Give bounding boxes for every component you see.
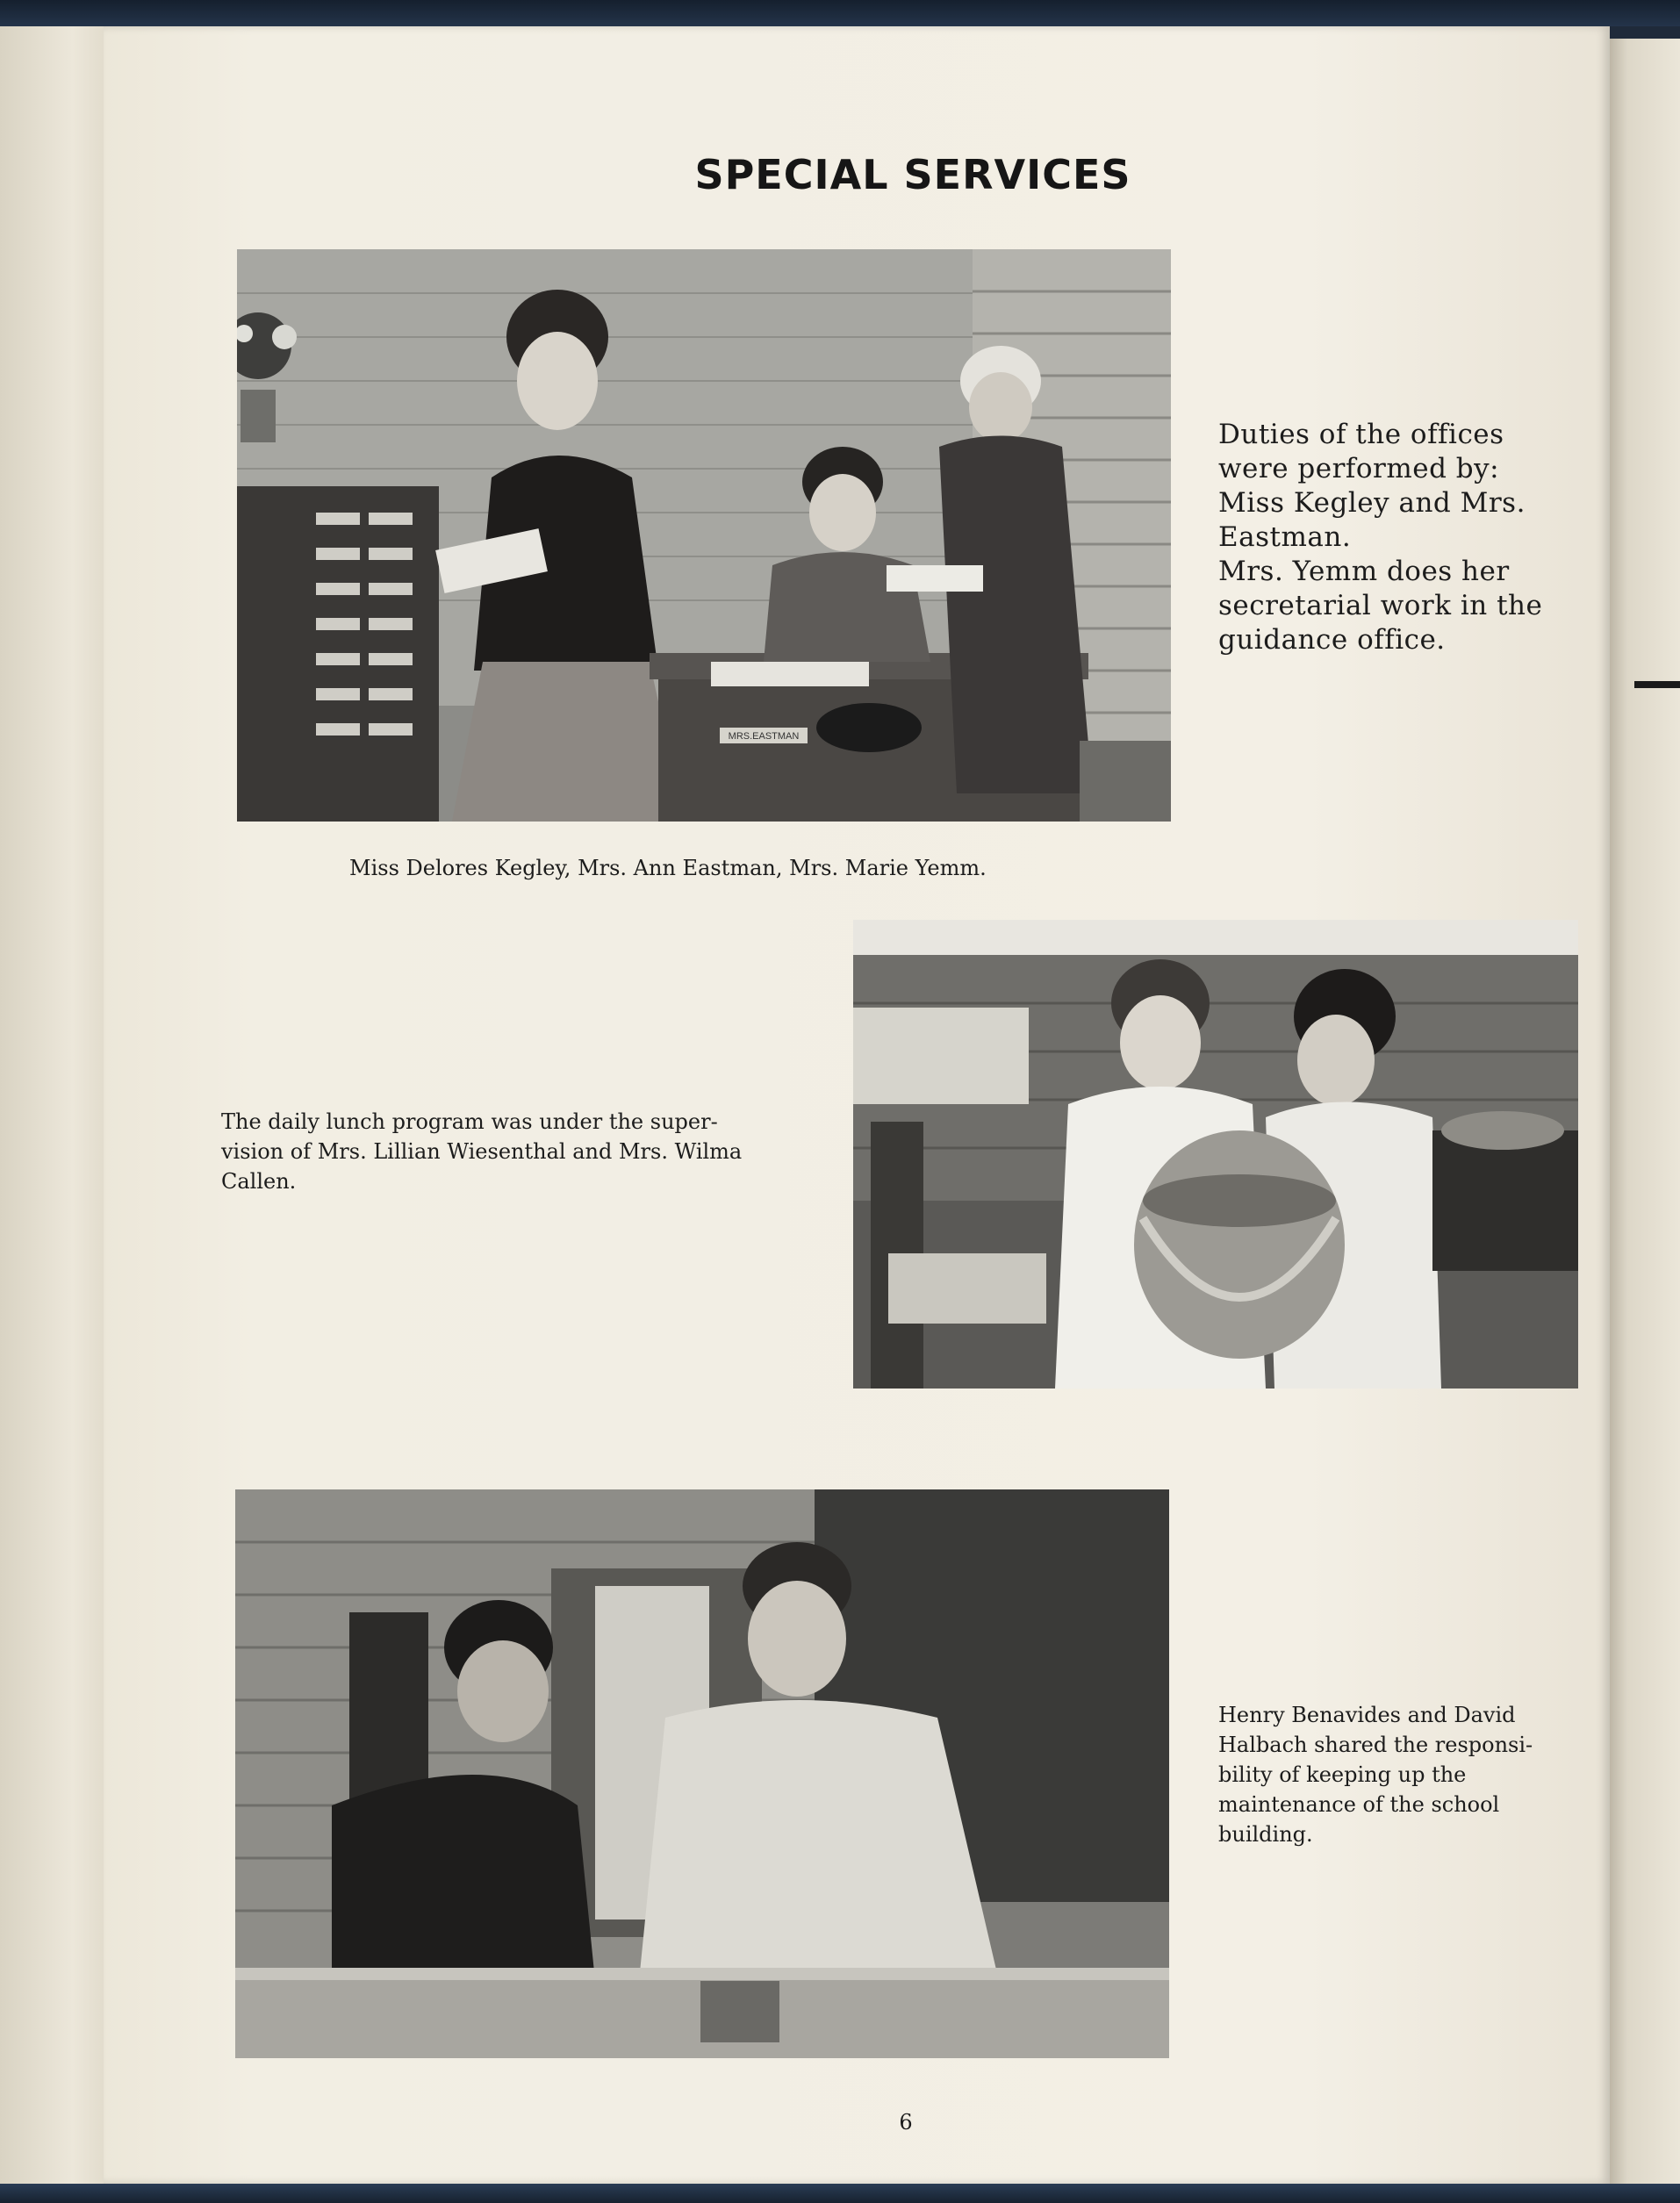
offices-caption: [1218, 418, 1587, 657]
caption-line: Callen.: [221, 1169, 297, 1194]
caption-line: Mrs. Yemm does her: [1218, 556, 1510, 587]
caption-line: The daily lunch program was under the super-: [221, 1109, 718, 1134]
maintenance-caption: [1218, 1700, 1569, 1849]
caption-line: guidance office.: [1218, 624, 1446, 656]
caption-line: Halbach shared the responsi-: [1218, 1733, 1533, 1757]
caption-line: Henry Benavides and David: [1218, 1703, 1516, 1727]
book-binding-top: [0, 0, 1680, 26]
caption-line: bility of keeping up the: [1218, 1762, 1467, 1787]
facing-page-edge: [0, 26, 104, 2184]
desk-nameplate-text: MRS.EASTMAN: [728, 731, 800, 742]
caption-line: maintenance of the school: [1218, 1792, 1500, 1817]
page-number: 6: [899, 2110, 913, 2135]
caption-line: vision of Mrs. Lillian Wiesenthal and Mrs. Wilma: [221, 1139, 743, 1164]
next-page-edge: [1610, 39, 1680, 2184]
caption-line: Eastman.: [1218, 521, 1352, 553]
page-title: SPECIAL SERVICES: [694, 151, 1131, 198]
caption-line: Duties of the offices: [1218, 419, 1504, 450]
page-tab-mark: [1634, 681, 1680, 688]
caption-line: secretarial work in the: [1218, 590, 1543, 621]
caption-line: building.: [1218, 1822, 1313, 1847]
office-staff-names-caption: Miss Delores Kegley, Mrs. Ann Eastman, Mrs. Marie Yemm.: [349, 856, 987, 880]
book-binding-bottom: [0, 2184, 1680, 2203]
caption-line: were performed by:: [1218, 453, 1500, 484]
maintenance-staff-photo: [235, 1489, 1169, 2058]
lunch-program-caption: [221, 1107, 818, 1196]
lunch-program-photo: [853, 920, 1578, 1389]
office-staff-photo: [237, 249, 1171, 822]
caption-line: Miss Kegley and Mrs.: [1218, 487, 1526, 519]
